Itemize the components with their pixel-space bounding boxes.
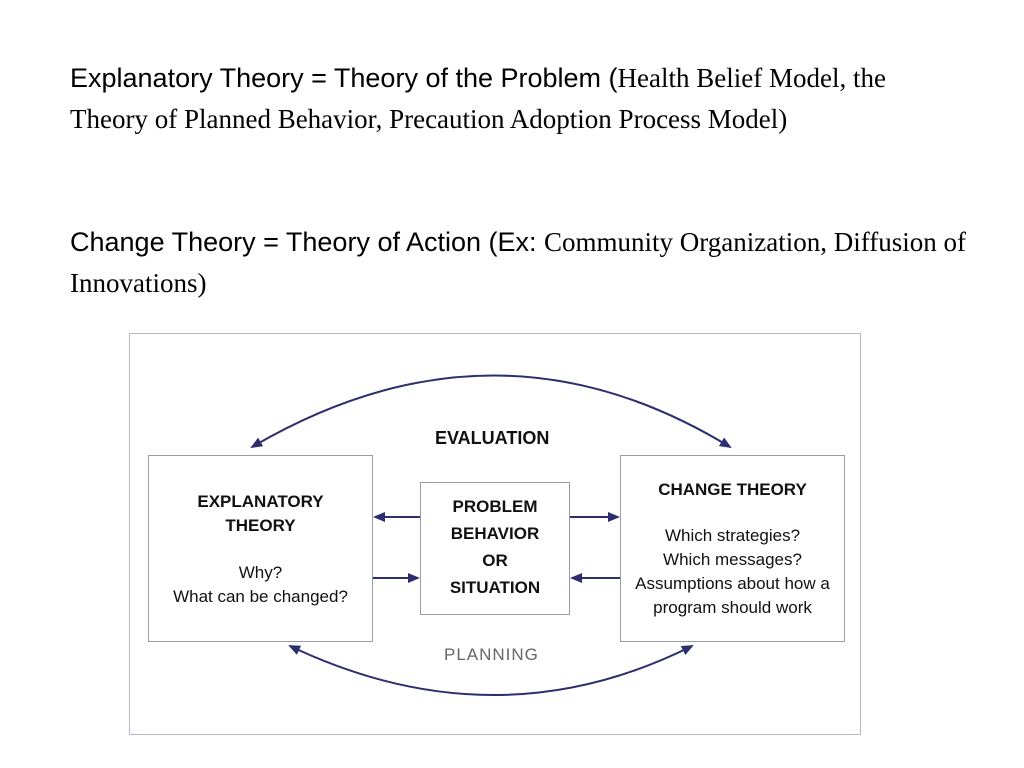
explanatory-title-line: THEORY	[225, 516, 296, 535]
explanatory-theory-paragraph	[70, 58, 970, 140]
change-theory-examples: Community Organization, Diffusion of Innovations)	[70, 227, 966, 298]
change-theory-box	[620, 455, 845, 642]
explanatory-theory-title	[149, 490, 372, 538]
explanatory-question: What can be changed?	[173, 587, 348, 606]
explanatory-theory-box	[148, 455, 373, 642]
change-question: Which strategies?	[664, 526, 801, 545]
change-question: Assumptions about how a	[635, 574, 830, 593]
problem-title-line: SITUATION	[449, 578, 541, 597]
change-theory-questions	[621, 524, 844, 620]
explanatory-title-line: EXPLANATORY	[197, 492, 324, 511]
planning-label: PLANNING	[444, 645, 539, 664]
explanatory-theory-questions	[149, 561, 372, 609]
change-question: Which messages?	[663, 550, 802, 569]
evaluation-label: EVALUATION	[435, 428, 550, 448]
change-theory-heading: Change Theory = Theory of Action (Ex:	[70, 227, 545, 257]
explanatory-theory-heading: Explanatory Theory = Theory of the Problem (	[70, 63, 618, 93]
problem-behavior-title	[421, 493, 569, 601]
theory-diagram	[129, 333, 861, 735]
problem-title-line: OR	[482, 551, 508, 570]
explanatory-question: Why?	[238, 563, 283, 582]
problem-behavior-box	[420, 482, 570, 615]
problem-title-line: PROBLEM	[452, 497, 538, 516]
change-question: program should work	[653, 598, 812, 617]
explanatory-theory-examples: Health Belief Model, the Theory of Planned Behavior, Precaution Adoption Process Model)	[70, 63, 886, 134]
change-theory-title: CHANGE THEORY	[658, 480, 807, 499]
problem-title-line: BEHAVIOR	[450, 524, 540, 543]
change-theory-paragraph	[70, 222, 970, 304]
